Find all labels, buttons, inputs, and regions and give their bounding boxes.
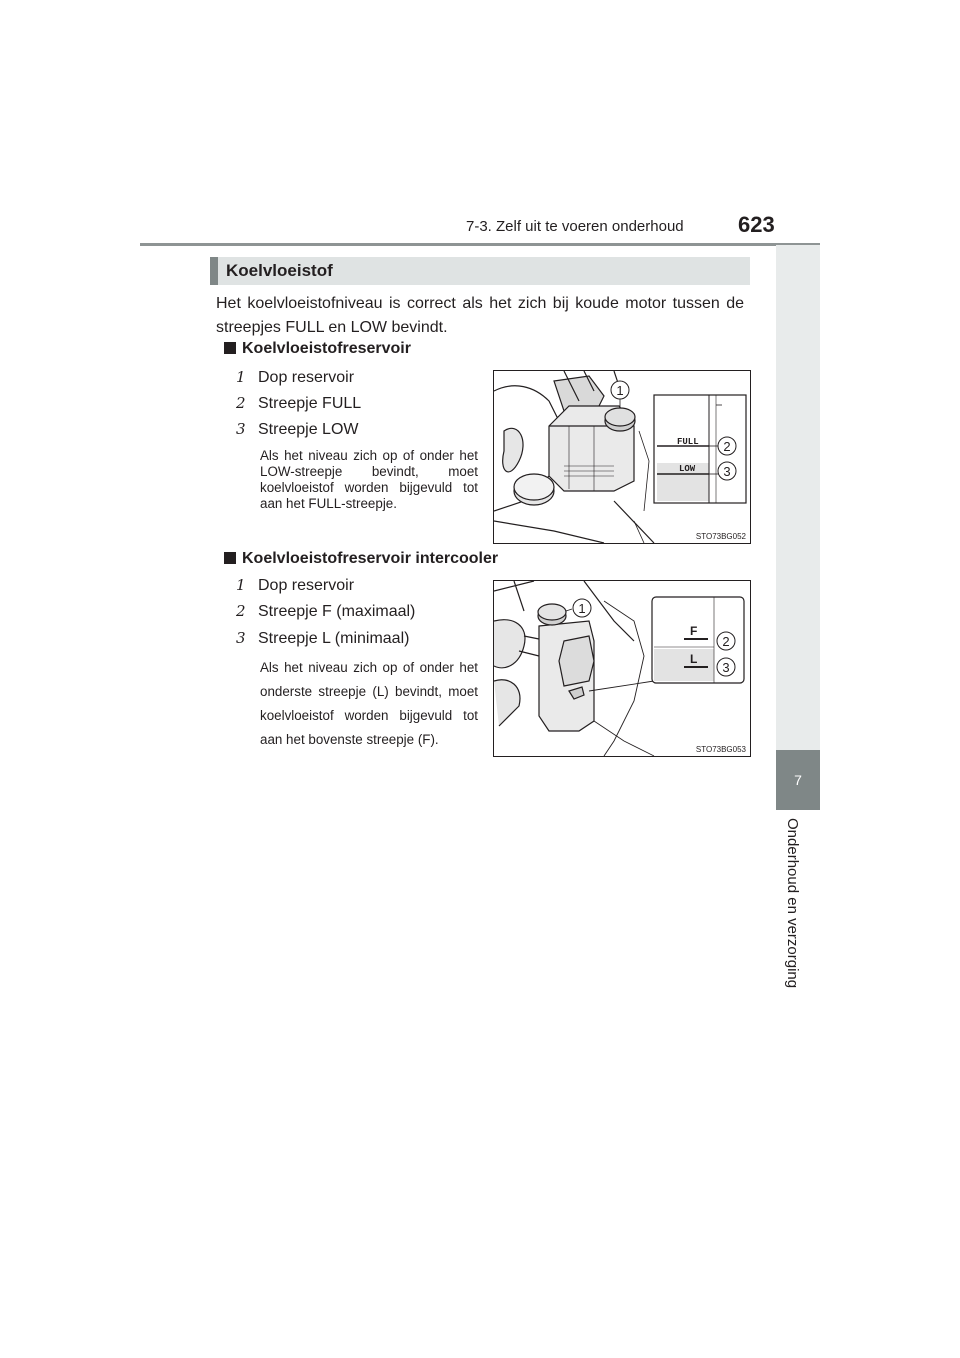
callout-2: 2: [722, 634, 730, 649]
figure-coolant-reservoir: [493, 370, 751, 544]
figure-intercooler-reservoir: [493, 580, 751, 757]
item-label: Streepje LOW: [258, 421, 359, 438]
section-intro: Het koelvloeistofniveau is correct als het zich bij koude motor tussen de streepjes FULL en LOW bevindt.: [216, 295, 744, 336]
list-item: [236, 629, 409, 648]
list-item: [236, 394, 361, 413]
chapter-tab-title: [776, 810, 820, 1010]
figure-code: STO73BG053: [695, 745, 746, 754]
callout-1: 1: [616, 383, 624, 398]
square-bullet-icon: [224, 552, 236, 564]
subsection-heading-intercooler: [224, 550, 498, 568]
figure-label-f: F: [690, 624, 698, 638]
subsection-heading-reservoir: [224, 340, 411, 358]
section-title: Koelvloeistof: [226, 261, 333, 280]
list-item: [236, 420, 358, 439]
item-number: 3: [236, 629, 246, 647]
page-number: 623: [738, 212, 775, 237]
item-label: Dop reservoir: [258, 577, 355, 594]
callout-2: 2: [723, 439, 731, 454]
section-title-bar: [210, 257, 750, 285]
figure-label-l: L: [690, 652, 698, 666]
callout-1: 1: [578, 601, 586, 616]
figure-label-full: FULL: [677, 437, 699, 447]
callout-3: 3: [722, 660, 730, 675]
intercooler-illustration: [494, 581, 750, 756]
square-bullet-icon: [224, 342, 236, 354]
item-number: 2: [236, 602, 246, 620]
item-label: Dop reservoir: [258, 369, 355, 386]
chapter-tab-number: 7: [776, 750, 820, 810]
list-item: [236, 368, 354, 387]
running-header-section: 7-3. Zelf uit te voeren onderhoud: [466, 218, 684, 235]
chapter-tab-title-text: Onderhoud en verzorging: [784, 818, 801, 989]
header-rule: [140, 243, 820, 246]
item-number: 1: [236, 576, 246, 594]
item-number: 2: [236, 394, 246, 412]
callout-3: 3: [723, 464, 731, 479]
figure-label-low: LOW: [679, 464, 696, 474]
item-label: Streepje F (maximaal): [258, 603, 416, 620]
note-text: Als het niveau zich op of onder het onderste streepje (L) bevindt, moet koelvloeistof worden bijgevuld tot aan het bovenste streepje (F).: [260, 660, 478, 747]
list-item: [236, 602, 415, 621]
item-label: Streepje L (minimaal): [258, 630, 410, 647]
note-text: Als het niveau zich op of onder het LOW-streepje bevindt, moet koelvloeistof worden bijgevuld tot aan het FULL-streepje.: [260, 448, 478, 511]
section-title-marker: [210, 257, 218, 285]
chapter-tab-background: [776, 245, 820, 750]
figure-code: STO73BG052: [695, 532, 746, 541]
subsection-heading-text: Koelvloeistofreservoir: [242, 340, 411, 357]
item-label: Streepje FULL: [258, 395, 362, 412]
list-item: [236, 576, 354, 595]
subsection-heading-text: Koelvloeistofreservoir intercooler: [242, 550, 499, 567]
engine-bay-illustration: [494, 371, 750, 543]
item-number: 1: [236, 368, 246, 386]
item-number: 3: [236, 420, 246, 438]
